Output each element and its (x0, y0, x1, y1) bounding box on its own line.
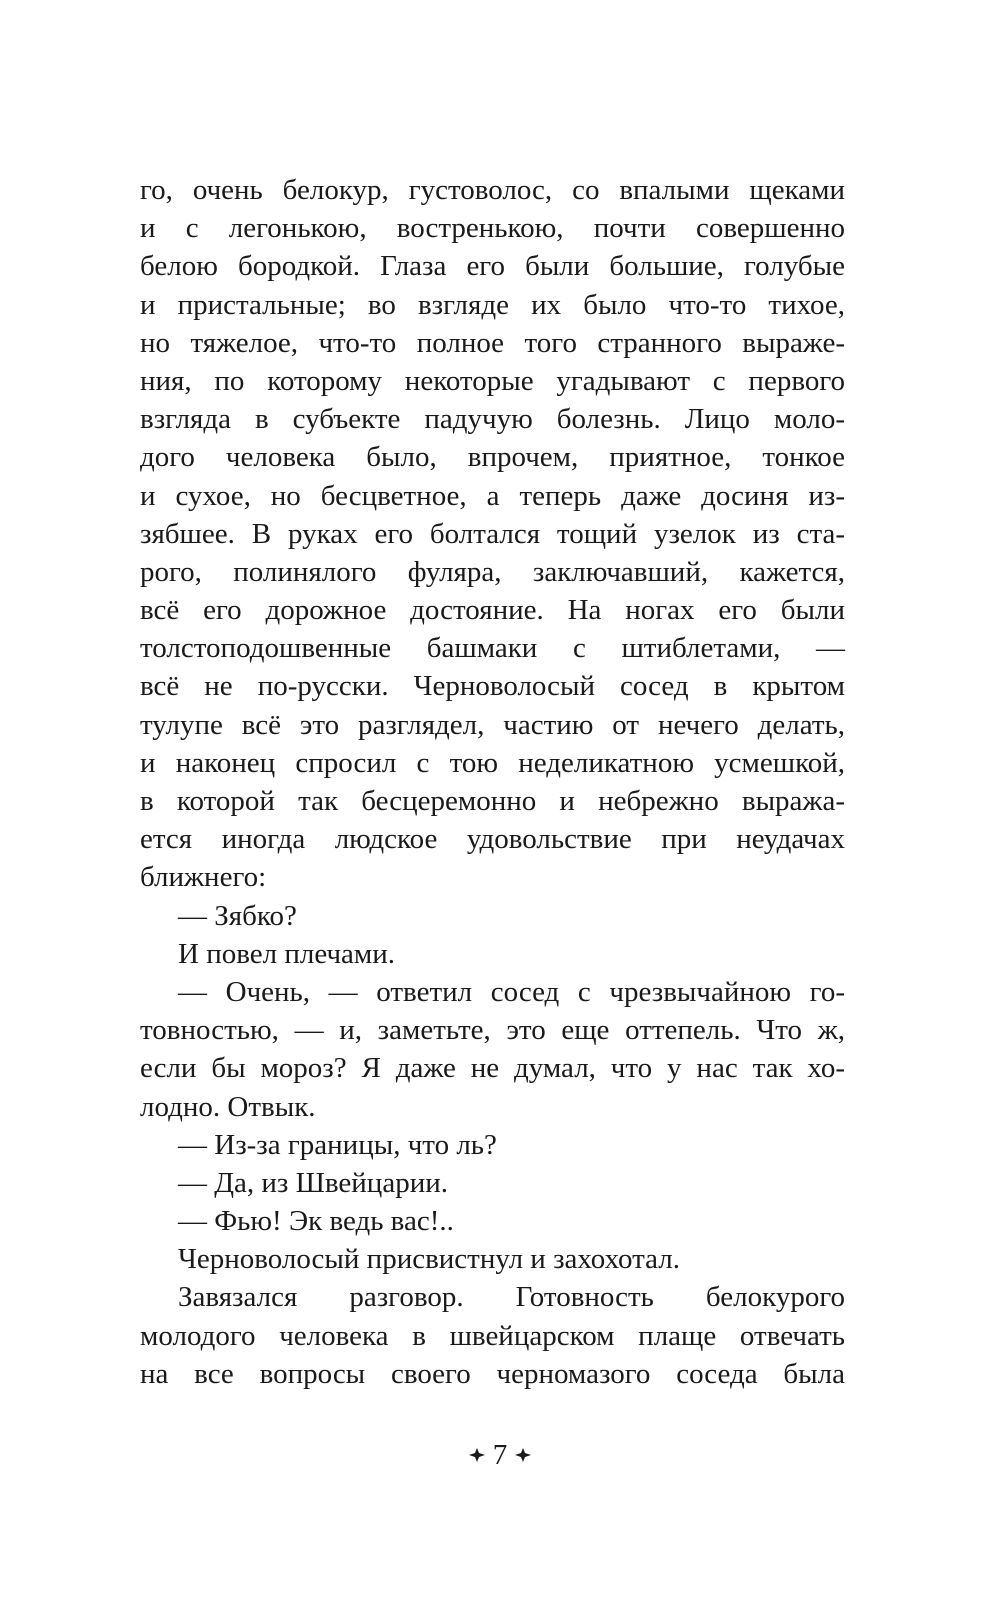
text-line: и с легонькою, востренькою, почти совершенно (140, 212, 845, 245)
text-line: дого человека было, впрочем, приятное, тонкое (140, 441, 845, 474)
text-line: взгляда в субъекте падучую болезнь. Лицо моло- (140, 403, 845, 436)
four-point-star-icon (467, 1445, 487, 1465)
text-line: всё его дорожное достояние. На ногах его были (140, 594, 845, 627)
text-line: на все вопросы своего черномазого соседа была (140, 1357, 845, 1390)
text-line: и сухое, но бесцветное, а теперь даже досиня из- (140, 479, 845, 512)
text-line: — Очень, — ответил сосед с чрезвычайною го- (178, 975, 845, 1008)
text-line: Завязался разговор. Готовность белокурого (178, 1281, 845, 1314)
text-line: и наконец спросил с тою неделикатною усмешкой, (140, 746, 845, 779)
text-line: зябшее. В руках его болтался тощий узелок из ста- (140, 517, 845, 550)
text-line: И повел плечами. (178, 937, 396, 970)
page-number: 7 (492, 1439, 508, 1471)
text-line: товностью, — и, заметьте, это еще оттепель. Что ж, (140, 1014, 845, 1047)
body-text (140, 171, 845, 1393)
text-line: ется иногда людское удовольствие при неудачах (140, 823, 845, 856)
text-line: — Из-за границы, что ль? (178, 1128, 497, 1161)
text-line: тулупе всё это разглядел, частию от нечего делать, (140, 708, 845, 741)
text-line: толстоподошвенные башмаки с штиблетами, — (140, 632, 845, 665)
text-line: рого, полинялого фуляра, заключавший, кажется, (140, 555, 845, 588)
text-line: но тяжелое, что-то полное того странного выраже- (140, 326, 845, 359)
text-line: если бы мороз? Я даже не думал, что у нас так хо- (140, 1052, 845, 1085)
text-line: в которой так бесцеремонно и небрежно выража- (140, 785, 845, 817)
text-line: всё не по-русски. Черноволосый сосед в крытом (140, 670, 845, 703)
text-line: ния, по которому некоторые угадывают с первого (140, 364, 845, 397)
text-line: го, очень белокур, густоволос, со впалыми щеками (140, 174, 845, 206)
text-line: лодно. Отвык. (140, 1090, 316, 1123)
text-line: — Зябко? (178, 899, 297, 932)
text-line: — Да, из Швейцарии. (178, 1166, 448, 1199)
text-line: — Фью! Эк ведь вас!.. (178, 1205, 454, 1238)
text-line: ближнего: (140, 861, 267, 894)
page-footer (0, 1435, 1000, 1475)
text-line: и пристальные; во взгляде их было что-то тихое, (140, 288, 845, 321)
text-line: белою бородкой. Глаза его были большие, голубые (140, 250, 845, 283)
text-line: Черноволосый присвистнул и захохотал. (178, 1243, 680, 1276)
text-line: молодого человека в швейцарском плаще отвечать (140, 1319, 845, 1352)
four-point-star-icon (513, 1445, 533, 1465)
